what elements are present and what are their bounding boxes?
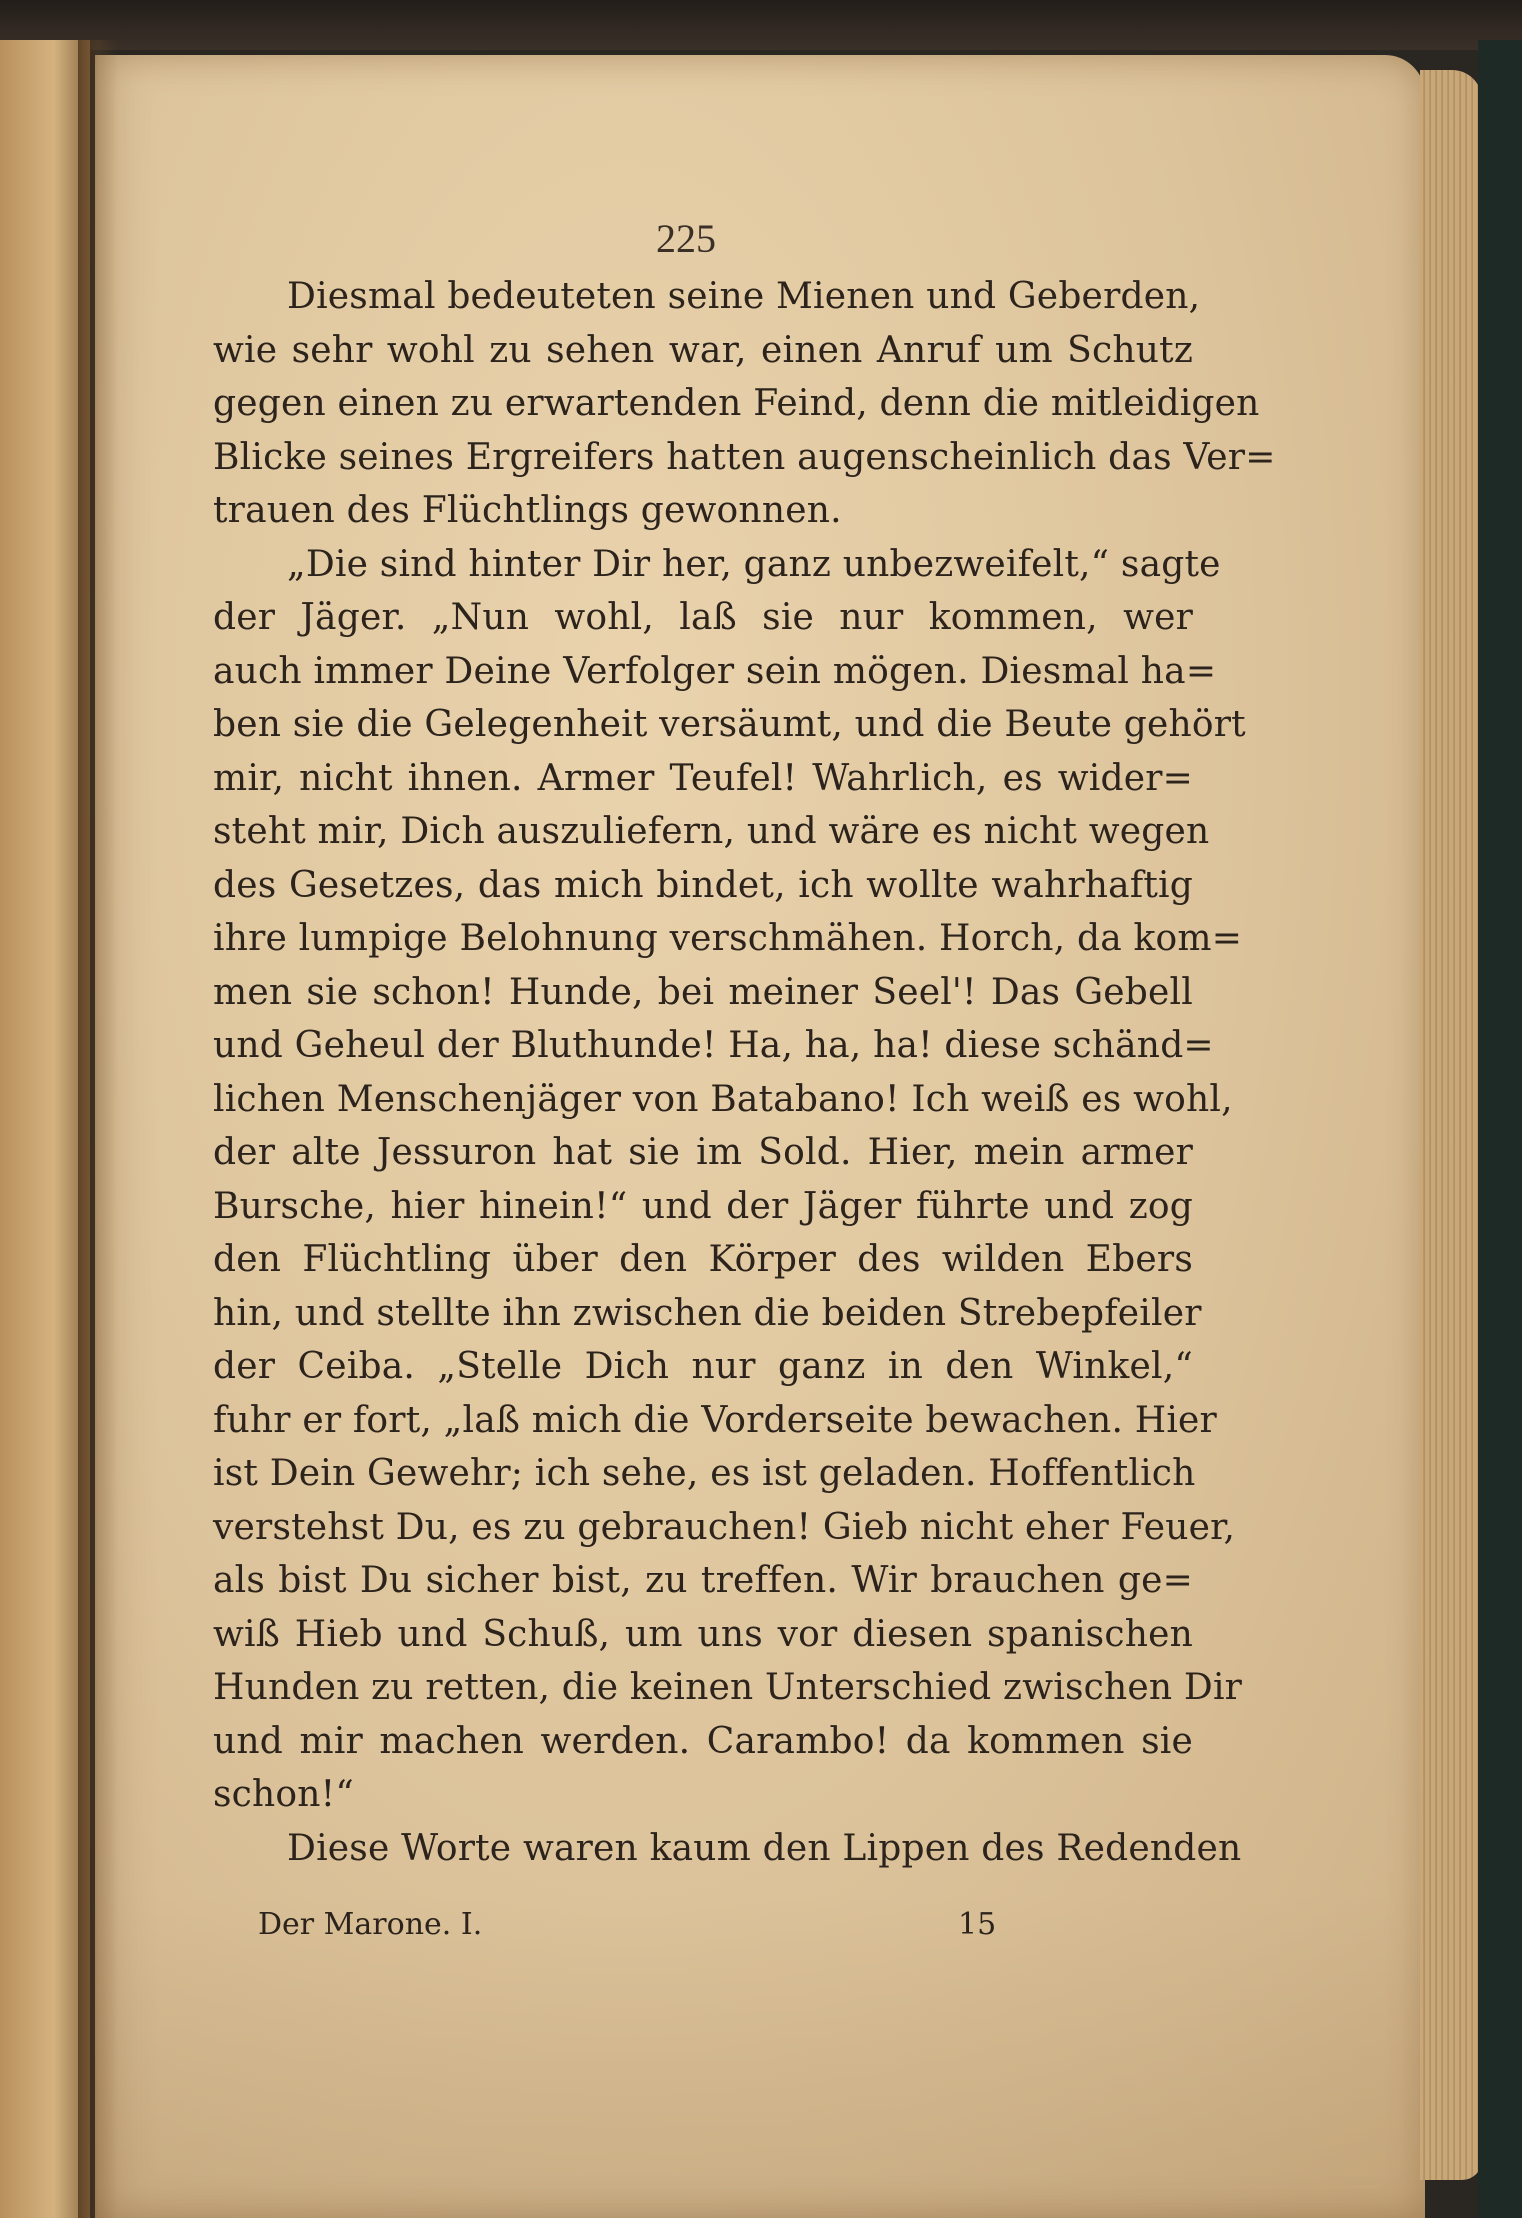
text-line: auch immer Deine Verfolger sein mögen. Diesmal ha= [213, 650, 1217, 692]
text-line: der alte Jessuron hat sie im Sold. Hier, mein armer [213, 1132, 1193, 1173]
footer-signature-mark: 15 [958, 1907, 997, 1942]
text-line: fuhr er fort, „laß mich die Vorderseite bewachen. Hier [213, 1399, 1217, 1441]
text-line: gegen einen zu erwartenden Feind, denn die mitleidigen [213, 383, 1260, 424]
body-text [213, 270, 1276, 1875]
text-line: men sie schon! Hunde, bei meiner Seel'! Das Gebell [213, 971, 1193, 1013]
text-line: Bursche, hier hinein!“ und der Jäger führte und zog [213, 1185, 1193, 1227]
text-line: Blicke seines Ergreifers hatten augenscheinlich das Ver= [213, 436, 1276, 478]
book-cover-edge [1478, 40, 1522, 2218]
text-line: der Ceiba. „Stelle Dich nur ganz in den Winkel,“ [213, 1346, 1193, 1387]
text-line: verstehst Du, es zu gebrauchen! Gieb nicht eher Feuer, [213, 1506, 1236, 1548]
text-line: Diese Worte waren kaum den Lippen des Redenden [287, 1827, 1242, 1869]
book-gutter [78, 40, 118, 2218]
page-edges-stack [1420, 70, 1482, 2180]
text-line: hin, und stellte ihn zwischen die beiden Strebepfeiler [213, 1292, 1202, 1334]
page-footer [258, 1907, 997, 1951]
text-line: steht mir, Dich auszuliefern, und wäre es nicht wegen [213, 811, 1210, 852]
text-line: Diesmal bedeuteten seine Mienen und Geberden, [287, 276, 1201, 317]
text-line: ben sie die Gelegenheit versäumt, und die Beute gehört [213, 704, 1246, 745]
text-line: wiß Hieb und Schuß, um uns vor diesen spanischen [213, 1613, 1193, 1655]
text-line: Hunden zu retten, die keinen Unterschied zwischen Dir [213, 1667, 1243, 1708]
text-line: ist Dein Gewehr; ich sehe, es ist geladen. Hoffentlich [213, 1453, 1196, 1494]
text-line: trauen des Flüchtlings gewonnen. [213, 490, 842, 531]
text-line: „Die sind hinter Dir her, ganz unbezweifelt,“ sagte [287, 543, 1221, 585]
text-line: und Geheul der Bluthunde! Ha, ha, ha! diese schänd= [213, 1025, 1214, 1066]
text-line: lichen Menschenjäger von Batabano! Ich weiß es wohl, [213, 1078, 1233, 1120]
text-line: des Gesetzes, das mich bindet, ich wollte wahrhaftig [213, 864, 1193, 906]
scan-background-top [0, 0, 1522, 50]
page-number: 225 [656, 216, 716, 261]
previous-page-edge [0, 40, 90, 2218]
text-line: wie sehr wohl zu sehen war, einen Anruf um Schutz [213, 329, 1193, 371]
footer-book-title: Der Marone. I. [258, 1907, 483, 1942]
text-line: mir, nicht ihnen. Armer Teufel! Wahrlich, es wider= [213, 757, 1193, 799]
text-line: als bist Du sicher bist, zu treffen. Wir brauchen ge= [213, 1560, 1193, 1601]
text-line: und mir machen werden. Carambo! da kommen sie [213, 1720, 1193, 1762]
text-line: den Flüchtling über den Körper des wilden Ebers [213, 1239, 1193, 1280]
text-line: schon!“ [213, 1774, 354, 1815]
text-line: der Jäger. „Nun wohl, laß sie nur kommen, wer [213, 597, 1193, 638]
text-line: ihre lumpige Belohnung verschmähen. Horch, da kom= [213, 918, 1243, 959]
